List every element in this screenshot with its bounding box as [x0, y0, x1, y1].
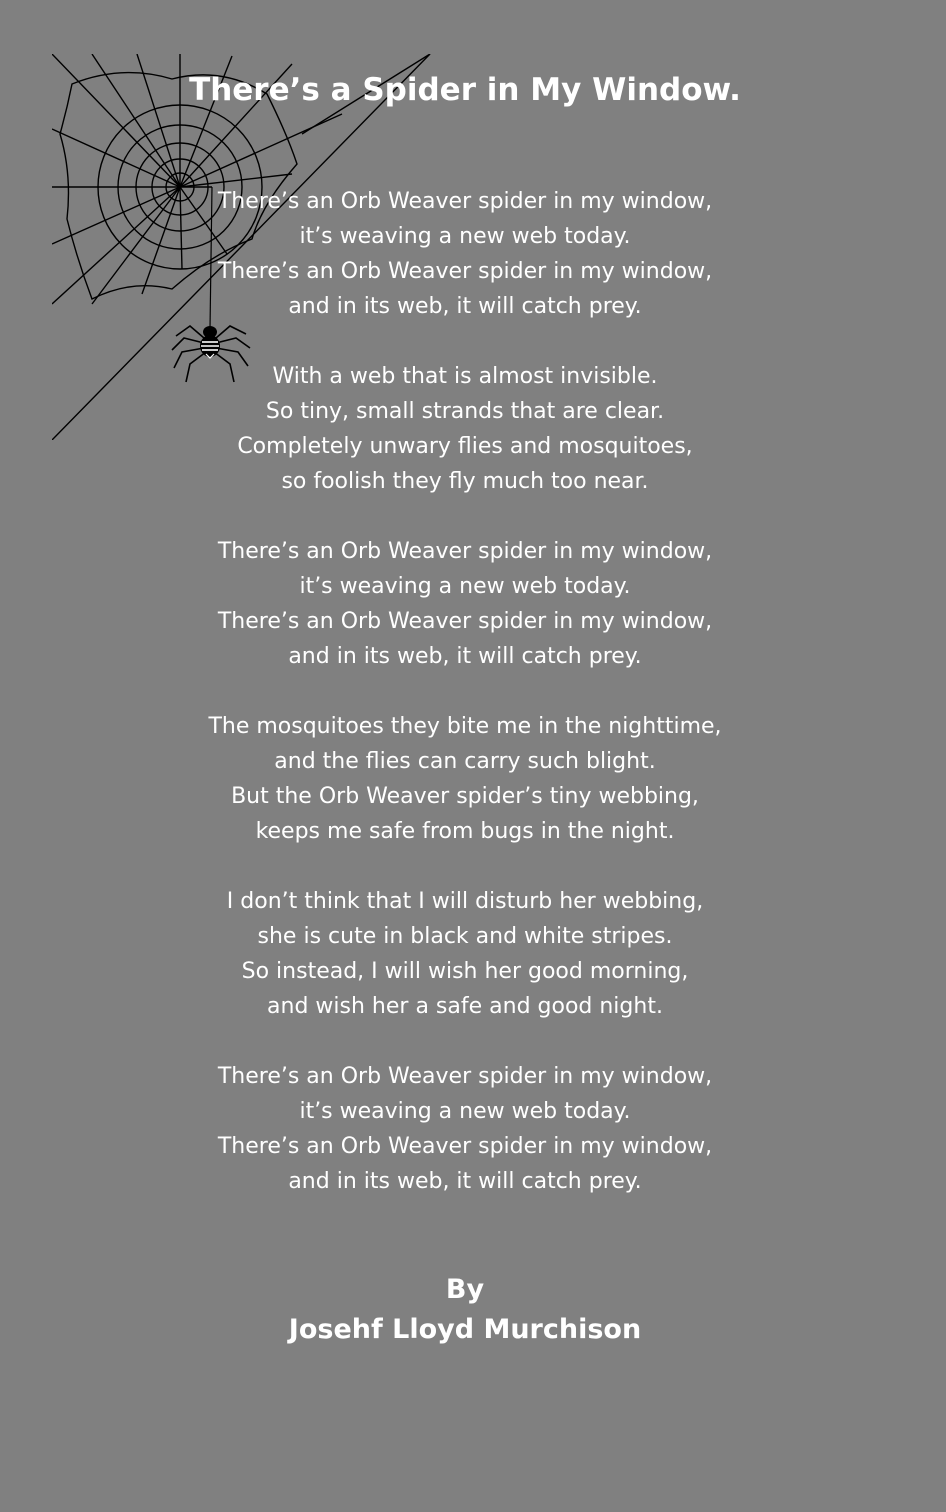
- stanza-3: [0, 534, 930, 674]
- byline: [0, 1270, 930, 1350]
- byline-by: By: [445, 1274, 485, 1305]
- poem-line: So tiny, small strands that are clear.: [265, 399, 665, 424]
- poem-line: With a web that is almost invisible.: [272, 364, 658, 389]
- poem-line: keeps me safe from bugs in the night.: [255, 819, 675, 844]
- poem-body: [0, 184, 930, 1234]
- poem-title: There’s a Spider in My Window.: [189, 72, 741, 108]
- poem-line: it’s weaving a new web today.: [299, 1099, 631, 1124]
- poem-line: it’s weaving a new web today.: [299, 224, 631, 249]
- poem-line: it’s weaving a new web today.: [299, 574, 631, 599]
- poem-line: so foolish they fly much too near.: [281, 469, 649, 494]
- poem-line: The mosquitoes they bite me in the nighttime,: [208, 714, 722, 739]
- stanza-5: [0, 884, 930, 1024]
- stanza-2: [0, 359, 930, 499]
- stanza-4: [0, 709, 930, 849]
- poem-line: There’s an Orb Weaver spider in my window,: [217, 1064, 713, 1089]
- poem-line: So instead, I will wish her good morning,: [241, 959, 689, 984]
- poem-line: There’s an Orb Weaver spider in my window,: [217, 259, 713, 284]
- author-name: Josehf Lloyd Murchison: [288, 1314, 642, 1345]
- poem-line: and in its web, it will catch prey.: [288, 294, 642, 319]
- stanza-6: [0, 1059, 930, 1199]
- poem-line: and the flies can carry such blight.: [274, 749, 656, 774]
- poem-line: But the Orb Weaver spider’s tiny webbing,: [231, 784, 699, 809]
- poem-line: There’s an Orb Weaver spider in my window,: [217, 609, 713, 634]
- stanza-1: [0, 184, 930, 324]
- poem-line: There’s an Orb Weaver spider in my window,: [217, 539, 713, 564]
- poem-line: and in its web, it will catch prey.: [288, 1169, 642, 1194]
- poem-line: she is cute in black and white stripes.: [257, 924, 673, 949]
- poem-line: and wish her a safe and good night.: [267, 994, 663, 1019]
- poem-line: Completely unwary flies and mosquitoes,: [237, 434, 693, 459]
- poem-line: and in its web, it will catch prey.: [288, 644, 642, 669]
- poem-line: There’s an Orb Weaver spider in my window,: [217, 1134, 713, 1159]
- poem-line: There’s an Orb Weaver spider in my window,: [217, 189, 713, 214]
- poem-line: I don’t think that I will disturb her webbing,: [226, 889, 704, 914]
